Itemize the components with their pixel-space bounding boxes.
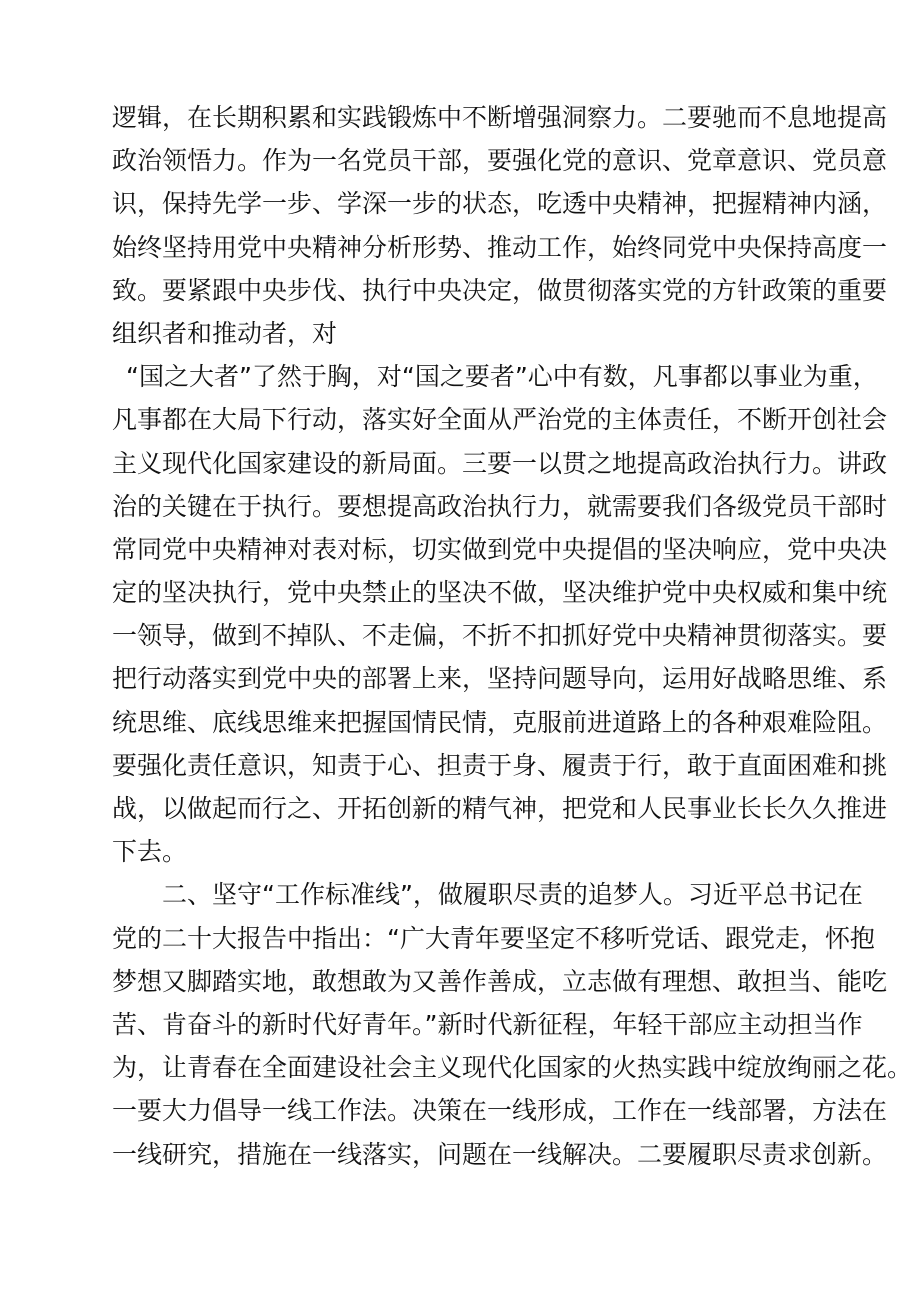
text-line: 常同党中央精神对表对标，切实做到党中央提倡的坚决响应，党中央决 — [112, 534, 888, 564]
text-line: 为，让青春在全面建设社会主义现代化国家的火热实践中绽放绚丽之花。 — [112, 1053, 913, 1083]
text-line: 苦、肯奋斗的新时代好青年。”新时代新征程，年轻干部应主动担当作 — [112, 1009, 863, 1039]
text-line: 主义现代化国家建设的新局面。三要一以贯之地提高政治执行力。讲政 — [112, 448, 888, 478]
text-line: 一线研究，措施在一线落实，问题在一线解决。二要履职尽责求创新。 — [112, 1139, 888, 1169]
text-line: 一要大力倡导一线工作法。决策在一线形成，工作在一线部署，方法在 — [112, 1096, 888, 1126]
text-line: 识，保持先学一步、学深一步的状态，吃透中央精神，把握精神内涵， — [112, 189, 888, 219]
text-line: 战，以做起而行之、开拓创新的精气神，把党和人民事业长长久久推进 — [112, 794, 888, 823]
text-line: 把行动落实到党中央的部署上来，坚持问题导向，运用好战略思维、系 — [112, 664, 888, 694]
text-line: 治的关键在于执行。要想提高政治执行力，就需要我们各级党员干部时 — [112, 491, 888, 521]
text-line: 致。要紧跟中央步伐、执行中央决定，做贯彻落实党的方针政策的重要 — [112, 275, 888, 305]
section-heading-line: 二、坚守“工作标准线”，做履职尽责的追梦人。习近平总书记在 — [162, 880, 863, 910]
text-line: 下去。 — [112, 837, 188, 867]
text-line: 梦想又脚踏实地，敢想敢为又善作善成，立志做有理想、敢担当、能吃 — [112, 966, 888, 996]
text-line: 党的二十大报告中指出：“广大青年要坚定不移听党话、跟党走，怀抱 — [112, 923, 875, 953]
text-line: 凡事都在大局下行动，落实好全面从严治党的主体责任，不断开创社会 — [112, 405, 888, 435]
text-line: 定的坚决执行，党中央禁止的坚决不做，坚决维护党中央权威和集中统 — [112, 578, 888, 608]
text-line: 要强化责任意识，知责于心、担责于身、履责于行，敢于直面困难和挑 — [112, 750, 888, 780]
text-line: 统思维、底线思维来把握国情民情，克服前进道路上的各种艰难险阻。 — [112, 707, 888, 737]
text-line: 逻辑，在长期积累和实践锻炼中不断增强洞察力。二要驰而不息地提高 — [112, 103, 888, 132]
text-line: 组织者和推动者，对 — [112, 318, 338, 348]
text-line: “国之大者”了然于胸，对“国之要者”心中有数，凡事都以事业为重， — [126, 362, 878, 392]
text-line: 政治领悟力。作为一名党员干部，要强化党的意识、党章意识、党员意 — [112, 146, 888, 176]
text-line: 始终坚持用党中央精神分析形势、推动工作，始终同党中央保持高度一 — [112, 232, 888, 262]
body-text — [112, 96, 913, 1176]
text-line: 一领导，做到不掉队、不走偏，不折不扣抓好党中央精神贯彻落实。要 — [112, 621, 888, 651]
